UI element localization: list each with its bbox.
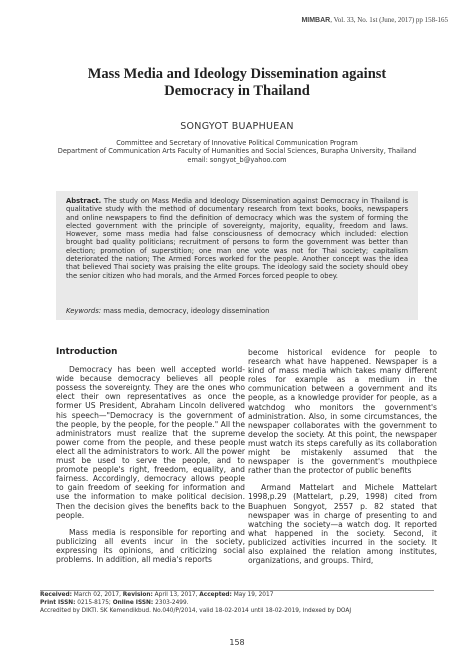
online-issn-label: Online ISSN: bbox=[112, 600, 154, 606]
running-header bbox=[301, 16, 448, 24]
affiliation-line-1: Committee and Secretary of Innovative Political Communication Program bbox=[116, 139, 358, 147]
online-issn: 2303-2499. bbox=[155, 600, 189, 606]
footer-issn bbox=[40, 600, 460, 607]
author-affiliation bbox=[20, 139, 454, 164]
left-column bbox=[56, 348, 245, 572]
footer-accreditation: Accredited by DIKTI. SK Kemendikbud. No.040/P/2014, valid 18-02-2014 until 18-02-2019, Indexed by DOAJ bbox=[40, 608, 352, 614]
journal-name: MIMBAR bbox=[301, 17, 331, 24]
abstract-label: Abstract. bbox=[66, 197, 102, 205]
print-issn: 0215-8175; bbox=[77, 600, 111, 606]
received-label: Received: bbox=[40, 592, 72, 598]
footer-dates bbox=[40, 592, 460, 599]
page-number: 158 bbox=[229, 638, 245, 647]
footer-divider bbox=[40, 590, 434, 591]
revision-label: Revision: bbox=[122, 592, 153, 598]
revision-date: April 13, 2017, bbox=[154, 592, 198, 598]
print-issn-label: Print ISSN: bbox=[40, 600, 76, 606]
abstract bbox=[66, 197, 408, 280]
introduction-heading: Introduction bbox=[56, 347, 118, 357]
body-paragraph: Democracy has been well accepted world-wide because democracy believes all people possess the sovereignty. They are the ones who elect their own representatives as once the former US President, Abraham Lincoln delivered his speech—"Democracy is the government of the people, by the people, for the people." All the administrators must realize that the supreme power come from the people, and these people elect all the administrators to work. All the power must be used to serve the people, and to promote people's right, freedom, equality, and fairness. Accordingly, democracy allows people to gain freedom of seeking for information and use the information to make political decision. Then the decision gives the benefits back to the people. bbox=[56, 365, 245, 520]
right-column bbox=[248, 348, 437, 573]
title-line-1: Mass Media and Ideology Dissemination against bbox=[87, 66, 387, 82]
author-email: email: songyot_b@yahoo.com bbox=[187, 155, 287, 164]
abstract-text: The study on Mass Media and Ideology Dissemination against Democracy in Thailand is qualitative study with the method of documentary research from text books, books, newspapers and online newspapers to find the definition of democracy which was the system of forming the elected government with the principle of sovereignty, majority, equality, freedom and laws. However, some mass media had false consciousness of democracy which included: election brought bad quality politicians; recruitment of persons to form the government was better than election; promotion of superstition; one man one vote was not for Thai society; capitalism deteriorated the nation; The Armed Forces worked for the people. Another concept was the idea that believed Thai society was praising the elite groups. The ideology said the society should obey the senior citizen who had morals, and the Armed Forces forced people to obey. bbox=[66, 197, 409, 280]
journal-citation: , Vol. 33, No. 1st (June, 2017) pp 158-165 bbox=[330, 16, 448, 24]
title-line-2: Democracy in Thailand bbox=[164, 83, 310, 99]
author-name: SONGYOT BUAPHUEAN bbox=[180, 121, 294, 132]
received-date: March 02, 2017, bbox=[73, 592, 121, 598]
keywords-label: Keywords: bbox=[66, 307, 102, 315]
accepted-label: Accepted: bbox=[199, 592, 232, 598]
body-paragraph: Mass media is responsible for reporting and publicizing all events incur in the society, expressing its opinions, and criticizing social problems. In addition, all media's reports bbox=[56, 527, 245, 564]
accepted-date: May 19, 2017 bbox=[233, 592, 274, 598]
body-paragraph: Armand Mattelart and Michele Mattelart 1998,p.29 (Mattelart, p.29, 1998) cited from Buaphuen Songyot, 2557 p. 82 stated that newspaper was in charge of presenting to and watching the society—a watch dog. It reported what happened in the society. Second, it publicized activities incurred in the society. It also explained the relation among institutes, organizations, and groups. Third, bbox=[248, 483, 437, 566]
affiliation-line-2: Department of Communication Arts Faculty of Humanities and Social Sciences, Burapha University, Thailand bbox=[57, 147, 417, 156]
paper-title bbox=[40, 66, 434, 100]
keywords bbox=[66, 307, 408, 315]
keywords-text: mass media, democracy, ideology dissemination bbox=[103, 307, 270, 315]
body-paragraph: become historical evidence for people to research what have happened. Newspaper is a kind of mass media which takes many different roles for example as a medium in the communication between a government and its people, as a knowledge provider for people, as a watchdog who monitors the government's administration. Also, in some circumstances, the newspaper collaborates with the government to develop the society. At this point, the newspaper must watch its steps carefully as its collaboration might be mistakenly assumed that the newspaper is the government's mouthpiece rather than the protector of public benefits bbox=[248, 348, 437, 476]
abstract-box bbox=[56, 191, 418, 320]
